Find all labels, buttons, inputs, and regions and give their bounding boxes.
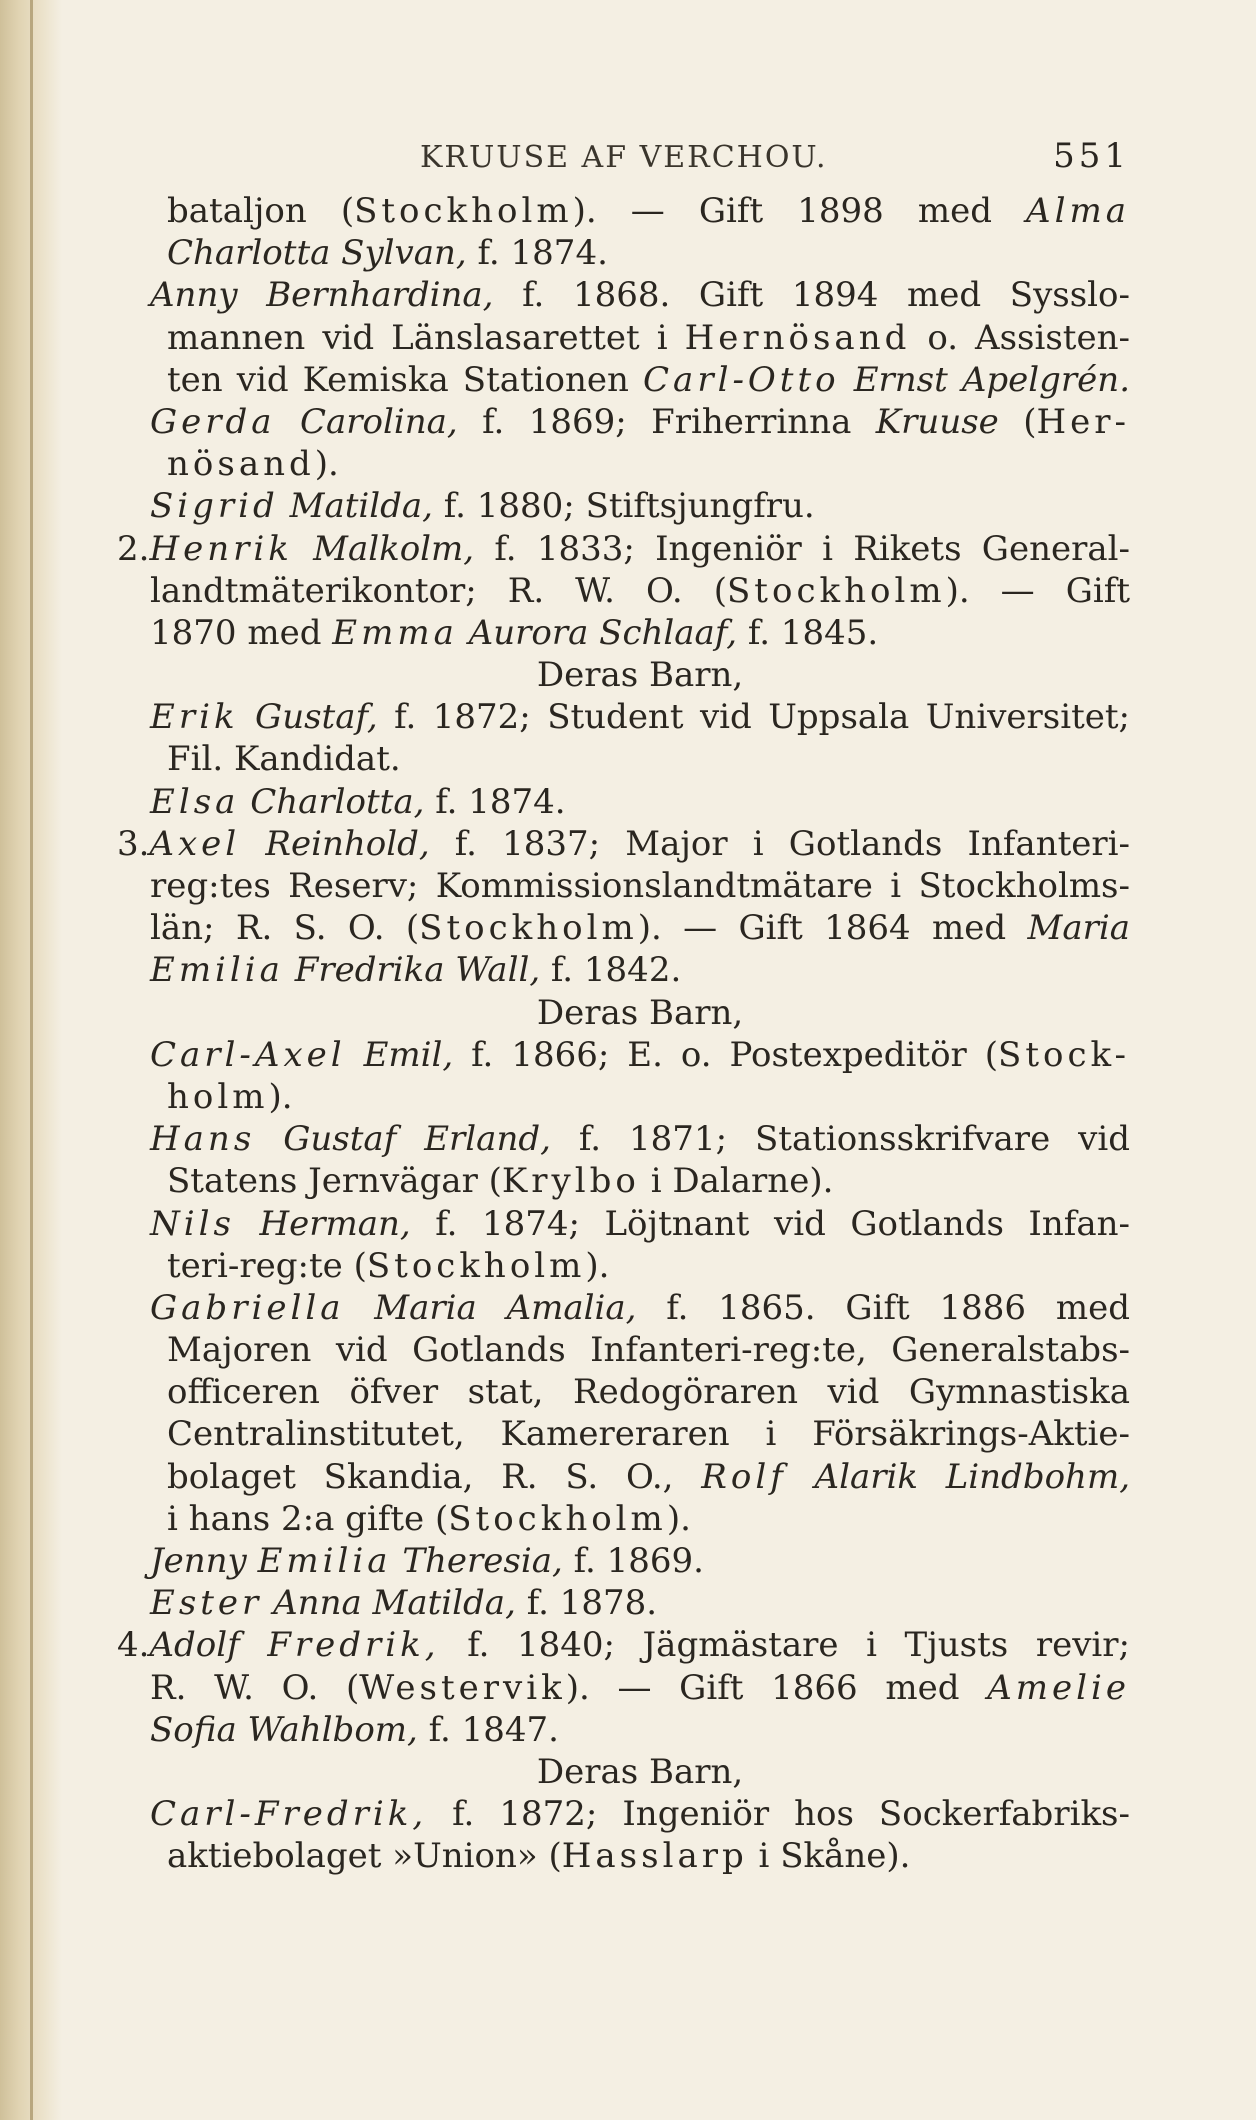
text-segment [279,486,290,526]
text-segment: Malkolm, [313,528,475,569]
text-segment: Anna Matilda, [273,1583,516,1624]
text-segment: Emilia [257,1541,392,1581]
text-segment: Gabriella [150,1287,345,1328]
text-segment: ( [998,401,1037,442]
text-line [150,1245,1130,1287]
text-segment [392,1541,403,1581]
text-line [150,1709,1130,1751]
text-segment: Ester [150,1583,263,1624]
text-segment: teri-reg:te ( [167,1245,367,1286]
text-line [150,781,1130,823]
text-segment: i Dalarne). [639,1161,834,1202]
text-line [150,654,1130,696]
text-segment: Hernösand [684,317,911,358]
text-segment: f. 1874; Löjtnant vid Gotlands Infan- [410,1203,1130,1244]
text-segment [293,529,313,569]
text-segment: Deras Barn, [536,992,744,1033]
text-segment: Stockholm [727,570,946,611]
text-line [150,1034,1130,1076]
text-segment: Statens Jernvägar ( [167,1161,502,1202]
text-segment [787,1457,815,1497]
text-segment: Anny Bernhardina, [150,275,494,316]
text-segment: f. 1842. [540,950,682,991]
text-segment: f. 1874. [466,233,608,274]
text-segment: Carl-Axel [150,1034,346,1075]
text-segment: bolaget Skandia, R. S. O., [167,1456,702,1497]
text-segment: f. 1874. [424,781,566,822]
text-segment: Emma [332,612,458,653]
text-segment: Hasslarp [561,1836,748,1877]
text-segment [235,1204,260,1244]
text-segment: Gustaf Erland, [283,1119,551,1160]
text-segment: Maria [1027,908,1130,949]
text-body [117,190,1131,1878]
text-segment: ). — Gift 1898 med [572,191,1027,231]
text-line [150,1371,1130,1413]
text-segment: Stockholm [448,1498,667,1539]
text-segment: Krylbo [501,1161,640,1202]
text-segment [840,360,854,400]
text-segment: 2. [117,528,150,569]
text-line [150,359,1130,401]
text-segment [276,402,300,442]
text-line [150,190,1130,232]
text-segment: officeren öfver stat, Redogöraren vid Gymnastiska [167,1372,1130,1413]
text-segment: bataljon ( [167,191,355,231]
text-segment: Adolf [149,1625,240,1666]
text-line [150,1329,1130,1371]
running-head: KRUUSE AF VERCHOU. [420,140,828,175]
text-segment: f. 1869. [562,1541,704,1581]
text-segment: Gustaf, [255,697,378,738]
text-segment: f. 1872; Student vid Uppsala Universitet; [377,697,1130,738]
text-segment: i Skåne). [747,1836,911,1877]
text-segment: f. 1872; Ingeniör hos Sockerfabriks- [427,1794,1130,1835]
text-segment: f. 1869; Friherrinna [457,401,876,442]
text-segment: Nils [150,1203,235,1244]
text-segment: Herman, [259,1203,411,1244]
text-segment: Stockholm [354,191,573,231]
text-line [150,1498,1130,1540]
text-segment: f. 1880; Stiftsjungfru. [432,486,815,527]
text-segment: Stockholm [366,1245,586,1286]
text-segment: Charlotta Sylvan, [167,233,467,274]
text-segment [239,782,250,822]
text-line [150,1793,1130,1835]
text-segment: Charlotta, [250,781,425,822]
text-line [150,401,1130,443]
text-segment: Sigrid [150,486,279,527]
text-segment: f. 1847. [417,1709,559,1750]
text-line [150,696,1130,738]
text-segment: län; R. S. O. ( [150,908,420,949]
page-header [150,130,1130,190]
text-line [150,1835,1130,1877]
text-segment: Her- [1036,401,1130,442]
text-segment: Gerda [150,401,276,442]
text-segment: Westervik [359,1667,566,1708]
text-segment: Deras Barn, [536,1751,744,1792]
text-segment: Maria Amalia, [374,1287,637,1328]
text-segment: ). — Gift [945,570,1130,611]
text-segment: Axel [149,823,241,864]
text-segment: Carl-Fredrik, [150,1794,428,1835]
book-page [117,130,1131,1878]
text-line [150,865,1130,907]
text-segment: 3. [117,823,150,864]
text-segment: aktiebolaget »Union» ( [167,1836,562,1877]
text-line [150,949,1130,991]
text-segment: ). — Gift 1864 med [637,908,1028,949]
text-segment: Carl-Otto [643,359,840,400]
text-segment: Ernst Apelgrén. [853,359,1131,400]
text-segment: ten vid Kemiska Stationen [167,359,644,400]
binding-edge [30,0,33,2120]
text-segment: Centralinstitutet, Kamereraren i Försäkrings-Aktie- [167,1414,1130,1455]
text-segment [247,1541,258,1581]
text-segment: Majoren vid Gotlands Infanteri-reg:te, Generalstabs- [167,1330,1130,1371]
text-segment: Stockholm [419,908,638,949]
text-line [150,317,1130,359]
text-segment: landtmäterikontor; R. W. O. ( [150,570,728,611]
text-line [150,1667,1130,1709]
text-segment: i hans 2:a gifte ( [167,1498,449,1539]
text-segment: Amelie [987,1667,1130,1708]
text-segment: holm [167,1076,269,1117]
text-line [150,1287,1130,1329]
text-segment: reg:tes Reserv; Kommissionslandtmätare i Stockholms- [150,866,1130,906]
text-segment: Jenny [150,1541,247,1581]
text-segment [240,1625,268,1665]
text-segment: nösand [167,444,315,485]
text-line [150,1118,1130,1160]
text-segment: Matilda, [289,486,433,527]
text-segment: Rolf [701,1456,787,1497]
text-segment [262,1583,273,1623]
text-segment: Alma [1026,191,1130,231]
text-segment: f. 1866; E. o. Postexpeditör ( [453,1034,999,1075]
text-line [150,1751,1130,1793]
text-segment: 4. [117,1625,150,1666]
text-line [150,570,1130,612]
text-segment: ). — Gift 1866 med [565,1667,988,1708]
text-segment: Henrik [149,528,293,569]
text-segment: Kruuse [875,401,999,442]
text-segment: Stock- [998,1034,1130,1075]
text-line [117,528,1130,570]
text-segment: f. 1833; Ingeniör i Rikets General- [474,528,1130,569]
text-segment: mannen vid Länslasarettet i [167,317,685,358]
text-line [150,1456,1130,1498]
text-segment: Aurora Schlaaf, [468,612,738,653]
text-segment [346,1035,364,1075]
text-line [150,232,1130,274]
text-segment [240,824,265,864]
text-segment: Emilia [150,950,284,991]
text-segment: Deras Barn, [536,655,744,696]
text-segment: Fredrika Wall, [294,950,541,991]
text-segment: Reinhold, [265,823,430,864]
text-segment [255,1119,283,1159]
text-segment: Elsa [150,781,240,822]
text-line [150,485,1130,527]
text-segment: Hans [150,1119,256,1160]
text-segment: Emil, [363,1034,454,1075]
text-segment [458,613,469,653]
text-segment: R. W. O. ( [150,1667,360,1708]
text-line [150,443,1130,485]
text-segment: Fredrik, [267,1625,440,1666]
text-line [150,612,1130,654]
text-segment: f. 1868. Gift 1894 med Sysslo- [493,275,1131,316]
text-line [150,1203,1130,1245]
text-segment: f. 1845. [737,612,879,653]
text-line [150,1413,1130,1455]
text-line [117,1624,1130,1666]
text-segment: f. 1865. Gift 1886 med [636,1287,1130,1328]
text-segment: Theresia, [402,1541,563,1581]
text-line [150,907,1130,949]
text-segment: Sofia Wahlbom, [150,1709,418,1750]
text-line [150,1076,1130,1118]
page-number: 551 [1053,136,1130,176]
text-segment: Carolina, [300,401,458,442]
text-segment: Erik [150,697,239,738]
text-segment: ). [314,444,339,485]
text-line [150,274,1130,316]
text-segment: ). [585,1245,610,1286]
text-line [150,1540,1130,1582]
text-segment: Alarik Lindbohm, [814,1456,1131,1497]
text-segment: o. Assisten- [910,317,1130,358]
text-segment: ). [666,1498,691,1539]
text-segment: Fil. Kandidat. [167,739,401,780]
text-line [150,1582,1130,1624]
text-line [150,992,1130,1034]
text-segment: f. 1878. [515,1583,658,1624]
text-segment [344,1288,374,1328]
text-line [150,738,1130,780]
text-segment: f. 1840; Jägmästare i Tjusts revir; [439,1625,1131,1666]
text-segment: 1870 med [150,612,333,653]
text-segment: f. 1871; Stationsskrifvare vid [550,1119,1130,1160]
text-line [117,823,1130,865]
text-segment [284,950,295,990]
text-segment: ). [268,1076,293,1117]
text-segment [239,697,255,737]
text-segment: f. 1837; Major i Gotlands Infanteri- [429,823,1130,864]
text-line [150,1160,1130,1202]
